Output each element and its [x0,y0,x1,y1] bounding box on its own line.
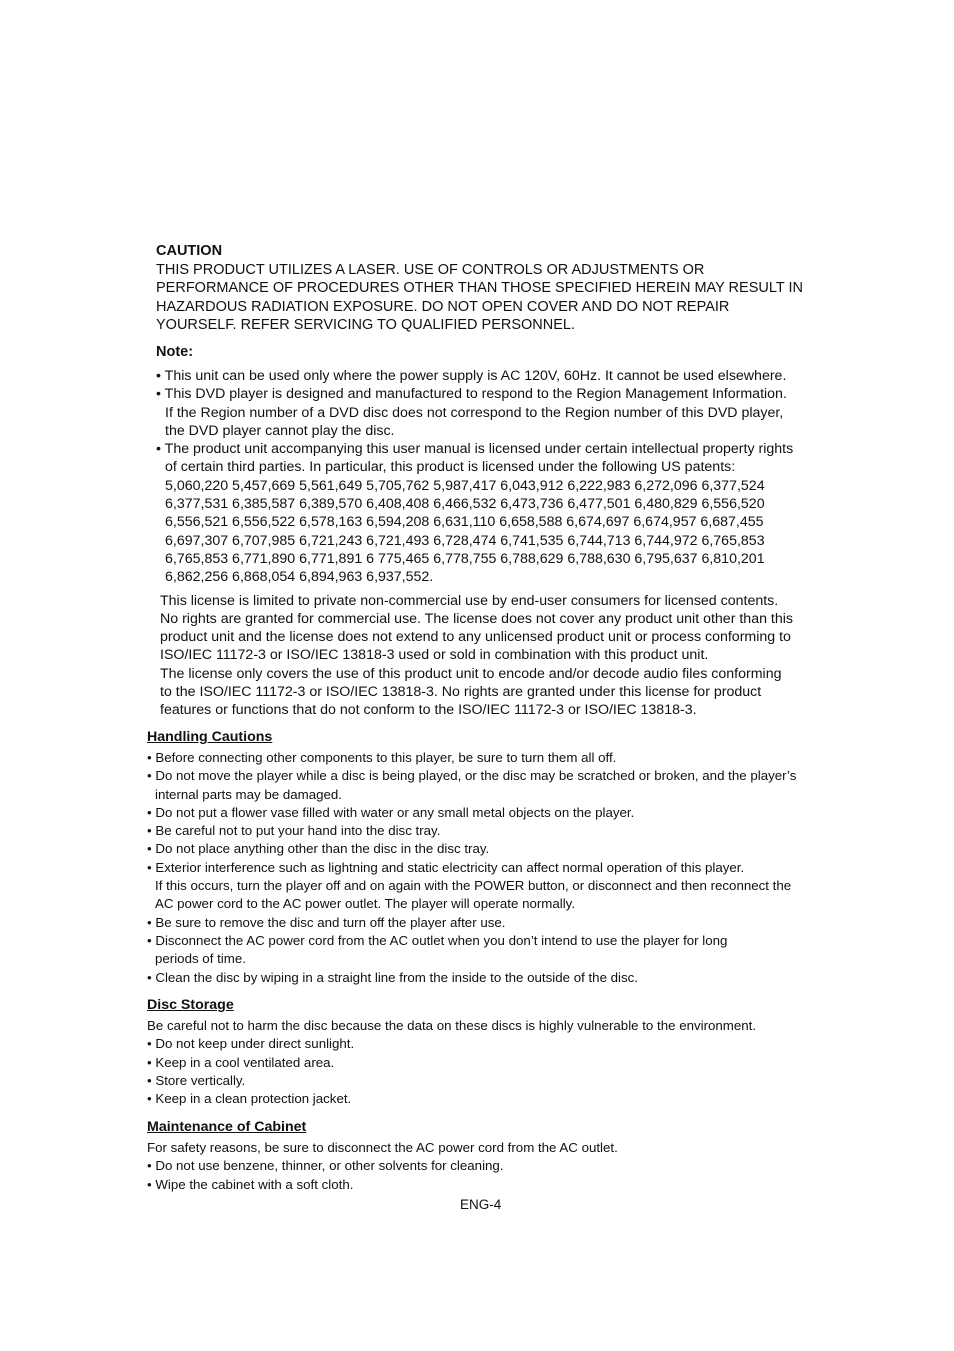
license-line: product unit and the license does not extend to any unlicensed product unit or process conforming to [160,629,791,646]
list-item-line: • Exterior interference such as lightning and static electricity can affect normal operation of this player. [147,859,745,875]
license-line: No rights are granted for commercial use. The license does not cover any product unit other than this [160,610,793,627]
list-item-line: periods of time. [155,951,246,967]
cabinet-list [147,1157,827,1194]
list-item [156,367,836,385]
list-item [147,1072,827,1090]
license-paragraph [160,592,836,720]
disc-storage-intro: Be careful not to harm the disc because the data on these discs is highly vulnerable to the environment. [147,1018,757,1033]
cabinet-maintenance-intro: For safety reasons, be sure to disconnect the AC power cord from the AC outlet. [147,1140,618,1155]
list-item-line: • This DVD player is designed and manufactured to respond to the Region Management Information. [156,386,787,403]
handling-list [147,749,827,987]
list-item-line: • Keep in a cool ventilated area. [147,1054,335,1070]
patent-line: 5,060,220 5,457,669 5,561,649 5,705,762 5,987,417 6,043,912 6,222,983 6,272,096 6,377,524 [165,477,765,494]
list-item-line: • Be sure to remove the disc and turn off the player after use. [147,914,506,930]
caution-heading: CAUTION [156,243,223,259]
caution-text [156,261,836,334]
license-line: The license only covers the use of this product unit to encode and/or decode audio files conforming [160,665,782,682]
cabinet-maintenance-section [147,1118,827,1194]
list-item-line: • Do not keep under direct sunlight. [147,1036,355,1052]
list-item [147,749,827,767]
note-list [156,367,836,587]
list-item [147,1176,827,1194]
list-item [147,767,827,804]
list-item-line: the DVD player cannot play the disc. [165,422,395,439]
list-item-line: • Do not place anything other than the disc in the disc tray. [147,841,490,857]
list-item [147,859,827,914]
caution-line: YOURSELF. REFER SERVICING TO QUALIFIED PERSONNEL. [156,316,575,333]
list-item [147,804,827,822]
list-item-line: • Before connecting other components to this player, be sure to turn them all off. [147,750,617,765]
list-item [147,1090,827,1108]
list-item [147,822,827,840]
patent-line: 6,862,256 6,868,054 6,894,963 6,937,552. [165,569,434,586]
list-item-line: internal parts may be damaged. [155,786,343,802]
storage-list [147,1035,827,1108]
list-item-line: of certain third parties. In particular, this product is licensed under the following US patents: [165,459,736,476]
list-item-line: • Do not put a flower vase filled with water or any small metal objects on the player. [147,804,635,820]
list-item [147,1157,827,1175]
list-item-line: • Be careful not to put your hand into the disc tray. [147,823,441,839]
disc-storage-heading: Disc Storage [147,997,234,1013]
list-item [156,385,836,440]
handling-cautions-heading: Handling Cautions [147,729,273,745]
caution-line: PERFORMANCE OF PROCEDURES OTHER THAN THOSE SPECIFIED HEREIN MAY RESULT IN [156,280,803,297]
caution-section [156,242,836,334]
list-item-line: • The product unit accompanying this user manual is licensed under certain intellectual property rights [156,441,794,458]
list-item-line: AC power cord to the AC power outlet. The player will operate normally. [155,896,576,912]
list-item-line: If this occurs, turn the player off and on again with the POWER button, or disconnect and then reconnect the [155,878,792,894]
note-heading: Note: [156,344,194,360]
list-item [156,440,836,586]
list-item-line: • Wipe the cabinet with a soft cloth. [147,1176,354,1192]
caution-line: THIS PRODUCT UTILIZES A LASER. USE OF CONTROLS OR ADJUSTMENTS OR [156,262,705,278]
list-item-line: • Do not move the player while a disc is being played, or the disc may be scratched or broken, and the player’s [147,768,797,784]
handling-cautions-section [147,728,827,987]
list-item-line: • Keep in a clean protection jacket. [147,1091,352,1107]
patent-line: 6,377,531 6,385,587 6,389,570 6,408,408 6,466,532 6,473,736 6,477,501 6,480,829 6,556,520 [165,496,765,513]
license-line: ISO/IEC 11172-3 or ISO/IEC 13818-3 used or sold in combination with this product unit. [160,647,709,664]
license-line: to the ISO/IEC 11172-3 or ISO/IEC 13818-3. No rights are granted under this license for product [160,684,762,701]
list-item-line: • Disconnect the AC power cord from the AC outlet when you don’t intend to use the player for long [147,932,728,948]
list-item-line: If the Region number of a DVD disc does not correspond to the Region number of this DVD player, [165,404,784,421]
patent-line: 6,697,307 6,707,985 6,721,243 6,721,493 6,728,474 6,741,535 6,744,713 6,744,972 6,765,853 [165,532,765,549]
list-item-line: • Do not use benzene, thinner, or other solvents for cleaning. [147,1158,504,1174]
list-item [147,914,827,932]
list-item-line: • Store vertically. [147,1072,246,1088]
disc-storage-section [147,996,827,1108]
page-number: ENG-4 [460,1197,502,1212]
list-item [147,840,827,858]
list-item [147,1035,827,1053]
cabinet-maintenance-heading: Maintenance of Cabinet [147,1119,307,1135]
note-section [156,343,836,720]
caution-line: HAZARDOUS RADIATION EXPOSURE. DO NOT OPEN COVER AND DO NOT REPAIR [156,298,730,315]
list-item [147,1054,827,1072]
license-line: features or functions that do not conform to the ISO/IEC 11172-3 or ISO/IEC 13818-3. [160,702,697,719]
patent-line: 6,556,521 6,556,522 6,578,163 6,594,208 6,631,110 6,658,588 6,674,697 6,674,957 6,687,455 [165,514,764,531]
list-item [147,969,827,987]
list-item [147,932,827,969]
list-item-line: • This unit can be used only where the power supply is AC 120V, 60Hz. It cannot be used elsewhere. [156,368,787,384]
list-item-line: • Clean the disc by wiping in a straight line from the inside to the outside of the disc. [147,969,638,985]
license-line: This license is limited to private non-commercial use by end-user consumers for licensed contents. [160,592,779,609]
patent-line: 6,765,853 6,771,890 6,771,891 6 775,465 6,778,755 6,788,629 6,788,630 6,795,637 6,810,201 [165,550,765,567]
